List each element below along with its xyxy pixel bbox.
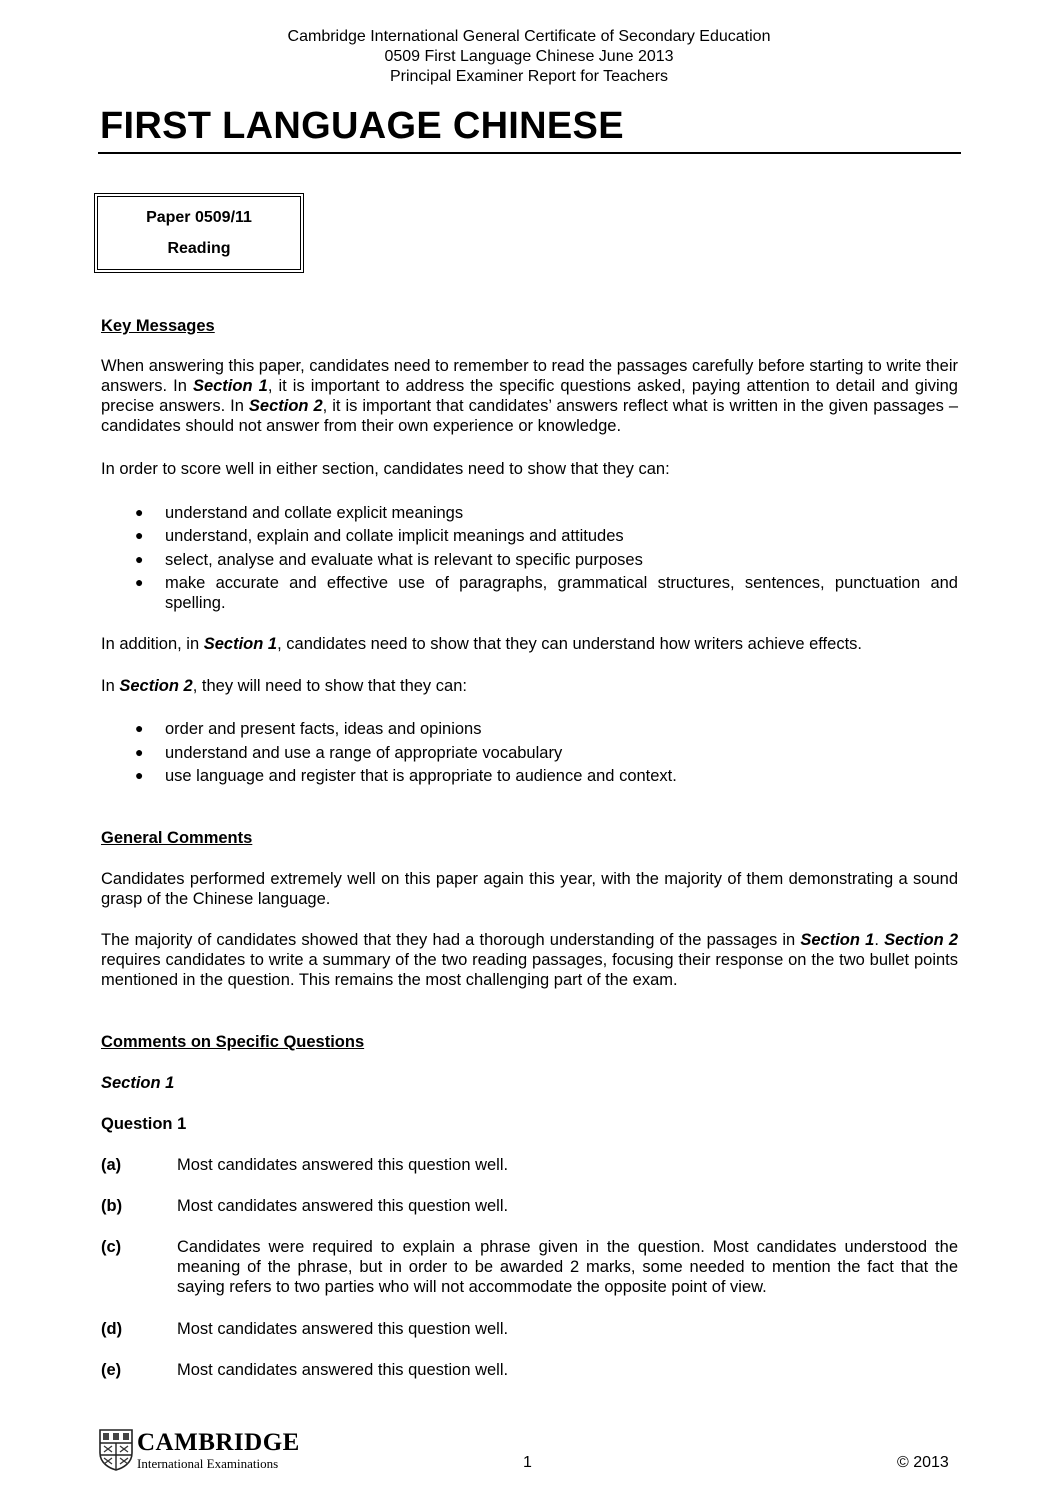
bullet-item: use language and register that is appropriate to audience and context. <box>165 767 677 785</box>
text-run: , candidates need to show that they can understand how writers achieve effects. <box>277 635 862 653</box>
report-header-line-1: Cambridge International General Certificate of Secondary Education <box>287 28 771 45</box>
key-messages-paragraph-3 <box>101 634 958 654</box>
question-part-label: (c) <box>101 1238 122 1256</box>
bullet-item: understand and collate explicit meanings <box>165 504 464 522</box>
question-part-comment: Most candidates answered this question well. <box>177 1320 509 1338</box>
key-messages-paragraph-2: In order to score well in either section, candidates need to show that they can: <box>101 460 670 478</box>
question-part-comment: Most candidates answered this question well. <box>177 1361 509 1379</box>
bullet-icon: ● <box>135 527 144 543</box>
question-1-label: Question 1 <box>101 1115 187 1133</box>
bullet-item: understand, explain and collate implicit meanings and attitudes <box>165 527 624 545</box>
section-ref: Section 1 <box>192 377 268 395</box>
report-header-line-2: 0509 First Language Chinese June 2013 <box>384 48 674 65</box>
text-run: In <box>101 677 120 695</box>
paper-component: Reading <box>167 240 231 257</box>
section-1-label: Section 1 <box>101 1074 175 1092</box>
logo-subtitle: International Examinations <box>137 1456 279 1471</box>
general-comments-paragraph-1: Candidates performed extremely well on this paper again this year, with the majority of them demonstrating a sound grasp of the Chinese language. <box>101 870 958 908</box>
key-messages-paragraph-4 <box>101 676 958 696</box>
bullet-icon: ● <box>135 504 144 520</box>
cambridge-logo <box>99 1427 309 1475</box>
text-run: , it is important that candidates’ answers reflect what is written in the given passages – candidates should not answer from their own experience or knowledge. <box>101 397 958 435</box>
question-part-label: (a) <box>101 1156 122 1174</box>
key-messages-paragraph-1 <box>101 356 958 436</box>
text-run: The majority of candidates showed that they had a thorough understanding of the passages in <box>101 931 801 949</box>
section-ref: Section 1 <box>203 635 278 653</box>
text-run: . <box>874 931 885 949</box>
bullet-icon: ● <box>135 720 144 736</box>
key-messages-heading: Key Messages <box>101 317 215 335</box>
text-run: , it is important to address the specific questions asked, paying attention to detail and giving precise answers. In <box>101 377 958 415</box>
logo-wordmark: CAMBRIDGE <box>137 1429 300 1456</box>
title-rule <box>98 152 961 154</box>
question-part-comment: Candidates were required to explain a phrase given in the question. Most candidates understood the meaning of the phrase, but in order to be awarded 2 marks, some needed to mention the fact that the saying refers to two parties who will not accommodate the opposite point of view. <box>177 1238 958 1296</box>
section-ref: Section 2 <box>119 677 193 695</box>
question-part-comment: Most candidates answered this question well. <box>177 1156 509 1174</box>
text-run: In addition, in <box>101 635 204 653</box>
subject-title: FIRST LANGUAGE CHINESE <box>100 105 624 147</box>
bullet-item: make accurate and effective use of paragraphs, grammatical structures, sentences, punctuation and spelling. <box>165 574 958 612</box>
question-part-label: (d) <box>101 1320 123 1338</box>
specific-questions-heading: Comments on Specific Questions <box>101 1033 365 1051</box>
section-ref: Section 2 <box>884 931 958 949</box>
copyright: © 2013 <box>897 1454 949 1471</box>
question-part-label: (e) <box>101 1361 122 1379</box>
bullet-icon: ● <box>135 767 144 783</box>
paper-number: Paper 0509/11 <box>146 209 252 226</box>
bullet-icon: ● <box>135 551 144 567</box>
bullet-item: understand and use a range of appropriate vocabulary <box>165 744 563 762</box>
text-run: requires candidates to write a summary of the two reading passages, focusing their response on the two bullet points mentioned in the question. This remains the most challenging part of the exam. <box>101 951 958 989</box>
bullet-item: select, analyse and evaluate what is relevant to specific purposes <box>165 551 643 569</box>
section-ref: Section 1 <box>800 931 875 949</box>
general-comments-paragraph-2 <box>101 930 958 990</box>
crest-icon <box>99 1429 133 1471</box>
question-part-label: (b) <box>101 1197 123 1215</box>
bullet-item: order and present facts, ideas and opinions <box>165 720 482 738</box>
bullet-icon: ● <box>135 574 144 590</box>
page-number: 1 <box>523 1454 532 1471</box>
section-ref: Section 2 <box>248 397 323 415</box>
general-comments-heading: General Comments <box>101 829 253 847</box>
bullet-icon: ● <box>135 744 144 760</box>
report-header-line-3: Principal Examiner Report for Teachers <box>389 68 669 85</box>
paper-info-box <box>97 196 301 270</box>
question-part-comment: Most candidates answered this question well. <box>177 1197 509 1215</box>
text-run: , they will need to show that they can: <box>192 677 467 695</box>
text-run: When answering this paper, candidates need to remember to read the passages carefully before starting to write their answers. In <box>101 357 958 395</box>
